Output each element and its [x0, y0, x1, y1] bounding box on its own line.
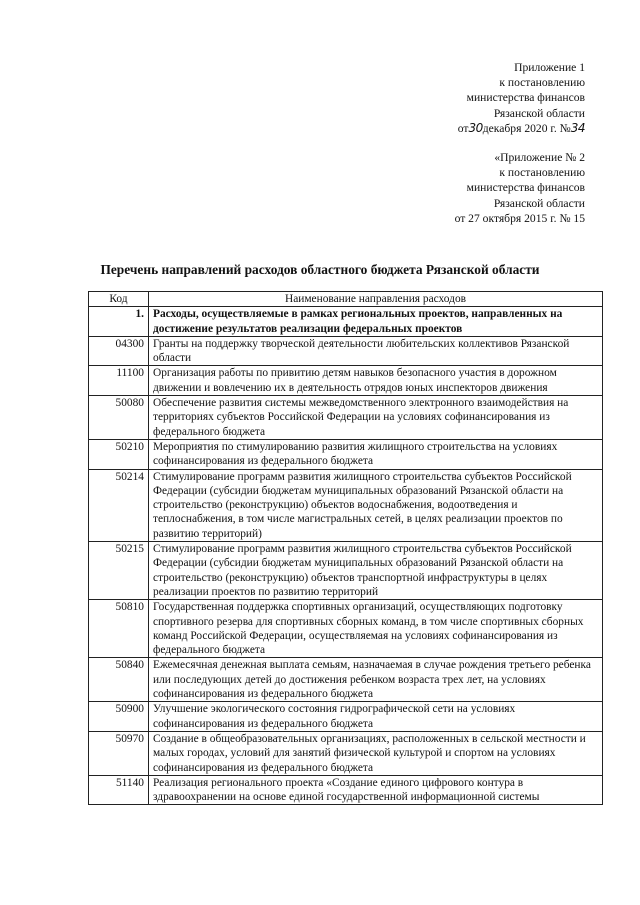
handwritten-number: 34 [570, 120, 585, 135]
appendix-line: Рязанской области [493, 106, 585, 120]
appendix-original-header [455, 150, 585, 226]
page-title: Перечень направлений расходов областного бюджета Рязанской области [100, 262, 540, 277]
table-row [89, 366, 603, 396]
table-row [89, 702, 603, 732]
row-name: Расходы, осуществляемые в рамках региональных проектов, направленных на достижение результатов реализации федеральных проектов [149, 307, 603, 337]
appendix-title: Приложение 1 [514, 61, 585, 74]
row-name: Улучшение экологического состояния гидрографической сети на условиях софинансирования из федерального бюджета [149, 702, 603, 732]
table-row [89, 775, 603, 805]
appendix-date-line [458, 121, 585, 136]
header-code: Код [89, 292, 149, 307]
row-name: Создание в общеобразовательных организациях, расположенных в сельской местности и малых городах, условий для занятий физической культурой и спортом на условиях софинансирования из федерального бюджета [149, 731, 603, 775]
appendix-title: «Приложение № 2 [494, 151, 585, 164]
appendix-line: министерства финансов [466, 181, 585, 195]
row-name: Организация работы по привитию детям навыков безопасного участия в дорожном движении и вовлечению их в деятельность отрядов юных инспекторов движения [149, 366, 603, 396]
header-name: Наименование направления расходов [149, 292, 603, 307]
row-code: 50840 [89, 658, 149, 702]
appendix-line: к постановлению [499, 166, 585, 180]
table-row [89, 469, 603, 541]
row-code: 50215 [89, 542, 149, 600]
row-code: 50080 [89, 396, 149, 440]
table-row [89, 336, 603, 366]
row-name: Обеспечение развития системы межведомственного электронного взаимодействия на территориях субъектов Российской Федерации на условиях софинансирования из федерального бюджета [149, 396, 603, 440]
row-code: 50214 [89, 469, 149, 541]
row-name: Реализация регионального проекта «Создание единого цифрового контура в здравоохранении на основе единой государственной информационной системы [149, 775, 603, 805]
row-name: Гранты на поддержку творческой деятельности любительских коллективов Рязанской области [149, 336, 603, 366]
expense-directions-table [88, 291, 603, 805]
row-name: Государственная поддержка спортивных организаций, осуществляющих подготовку спортивного резерва для спортивных сборных команд, в том числе спортивных сборных команд Российской Федерации, осуществляемая на условиях софинансирования из федерального бюджета [149, 600, 603, 658]
row-code: 04300 [89, 336, 149, 366]
appendix-line: министерства финансов [466, 91, 585, 105]
row-code: 51140 [89, 775, 149, 805]
row-code: 50210 [89, 439, 149, 469]
row-code: 50810 [89, 600, 149, 658]
appendix-date-line: от 27 октября 2015 г. № 15 [454, 211, 585, 225]
table-row [89, 439, 603, 469]
appendix-line: к постановлению [499, 76, 585, 90]
row-name: Мероприятия по стимулированию развития жилищного строительства на условиях софинансирования из федерального бюджета [149, 439, 603, 469]
row-code: 50900 [89, 702, 149, 732]
table-row [89, 731, 603, 775]
table-header-row [89, 292, 603, 307]
row-name: Стимулирование программ развития жилищного строительства субъектов Российской Федерации (субсидии бюджетам муниципальных образований Рязанской области на строительство (реконструкцию) объектов транспортной инфраструктуры в целях реализации проектов по развитию территорий [149, 542, 603, 600]
row-name: Ежемесячная денежная выплата семьям, назначаемая в случае рождения третьего ребенка или последующих детей до достижения ребенком возраста трех лет, на условиях софинансирования из федерального бюджета [149, 658, 603, 702]
row-code: 50970 [89, 731, 149, 775]
table-row [89, 600, 603, 658]
row-code: 1. [89, 307, 149, 337]
table-row [89, 542, 603, 600]
appendix-line: Рязанской области [493, 196, 585, 210]
table-row [89, 396, 603, 440]
handwritten-day: 30 [468, 120, 483, 135]
date-middle: декабря 2020 г. № [482, 121, 571, 135]
appendix-current-header [458, 60, 585, 136]
table-row-section [89, 307, 603, 337]
date-prefix: от [457, 121, 469, 135]
table-row [89, 658, 603, 702]
row-name: Стимулирование программ развития жилищного строительства субъектов Российской Федерации (субсидии бюджетам муниципальных образований Рязанской области на строительство (реконструкцию) объектов водоснабжения, водоотведения и теплоснабжения, в том числе магистральных сетей, в целях реализации проектов по развитию территорий) [149, 469, 603, 541]
row-code: 11100 [89, 366, 149, 396]
